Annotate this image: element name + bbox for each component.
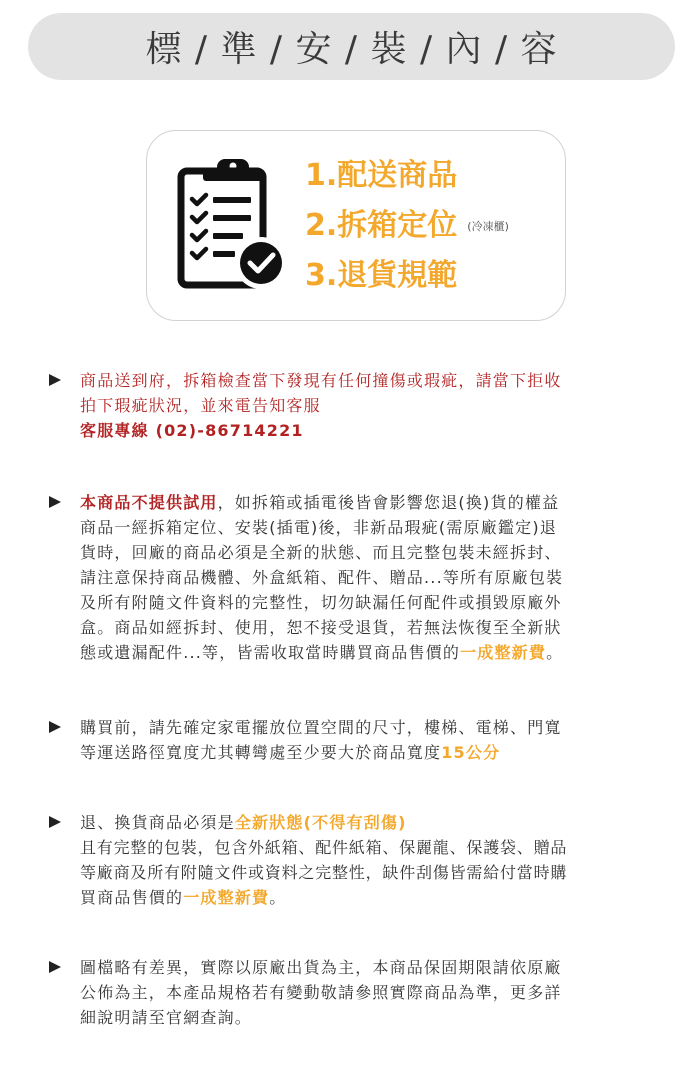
notice-text [80,955,680,1030]
clipboard-checklist-icon [177,155,289,295]
play-triangle-icon [48,720,62,734]
condition-highlight: 全新狀態(不得有刮傷) [234,813,407,832]
notice-line [80,640,680,665]
notice-text [80,715,680,765]
notice-line: 盒。商品如經拆封、使用，恕不接受退貨，若無法恢復至全新狀 [80,618,562,637]
play-triangle-icon [48,815,62,829]
notice-line: 商品送到府，拆箱檢查當下發現有任何撞傷或瑕疵，請當下拒收 [80,371,562,390]
notice-text-span: 買商品售價的 [80,888,184,907]
step-label: 3.退貨規範 [305,258,458,293]
step-list [305,151,509,301]
notice-line: 拍下瑕疵狀況，並來電告知客服 [80,396,321,415]
notice-line [80,885,690,910]
header-banner [28,13,675,80]
notice-line: 且有完整的包裝，包含外紙箱、配件紙箱、保麗龍、保護袋、贈品 [80,838,568,857]
notice-text-span: 態或遺漏配件...等，皆需收取當時購買商品售價的 [80,643,461,662]
play-triangle-icon [48,373,62,387]
refurbish-fee-highlight: 一成整新費 [460,643,547,662]
notice-line [80,490,680,515]
step-delivery [305,151,509,201]
notice-text [80,810,690,910]
step-unboxing [305,201,509,251]
notice-line: 公佈為主，本產品規格若有變動敬請參照實際商品為準，更多詳 [80,983,562,1002]
notice-line: 圖檔略有差異，實際以原廠出貨為主，本商品保固期限請依原廠 [80,958,562,977]
notice-text [80,368,680,443]
notice-line: 貨時，回廠的商品必須是全新的狀態、而且完整包裝未經拆封、 [80,543,562,562]
play-triangle-icon [48,960,62,974]
notice-text-span: 退、換貨商品必須是 [80,813,235,832]
notice-line [80,810,690,835]
page-title: 標 / 準 / 安 / 裝 / 內 / 容 [145,29,558,70]
notice-text [80,490,680,665]
process-card [146,130,566,321]
hotline-text: 客服專線 (02)-86714221 [80,421,304,440]
notice-text-span: 。 [269,888,287,907]
notice-text-span: ，如拆箱或插電後皆會影響您退(換)貨的權益 [217,493,560,512]
notice-text-span: 。 [546,643,564,662]
refurbish-fee-highlight: 一成整新費 [183,888,270,907]
step-label: 2.拆箱定位 [305,208,458,243]
notice-line: 商品一經拆箱定位、安裝(插電)後，非新品瑕疵(需原廠鑑定)退 [80,518,557,537]
notice-line [80,740,680,765]
notice-line: 細說明請至官網查詢。 [80,1008,253,1027]
notice-line: 等廠商及所有附隨文件或資料之完整性，缺件刮傷皆需給付當時購 [80,863,568,882]
play-triangle-icon [48,495,62,509]
step-label: 1.配送商品 [305,158,458,193]
step-return [305,251,509,301]
no-trial-highlight: 本商品不提供試用 [80,493,218,512]
width-highlight: 15公分 [441,743,501,762]
step-note: (冷凍櫃) [467,219,509,233]
notice-line: 請注意保持商品機體、外盒紙箱、配件、贈品...等所有原廠包裝 [80,568,564,587]
notice-line: 及所有附隨文件資料的完整性，切勿缺漏任何配件或損毀原廠外 [80,593,562,612]
notice-text-span: 等運送路徑寬度尤其轉彎處至少要大於商品寬度 [80,743,442,762]
notice-line: 購買前，請先確定家電擺放位置空間的尺寸，樓梯、電梯、門寬 [80,718,562,737]
